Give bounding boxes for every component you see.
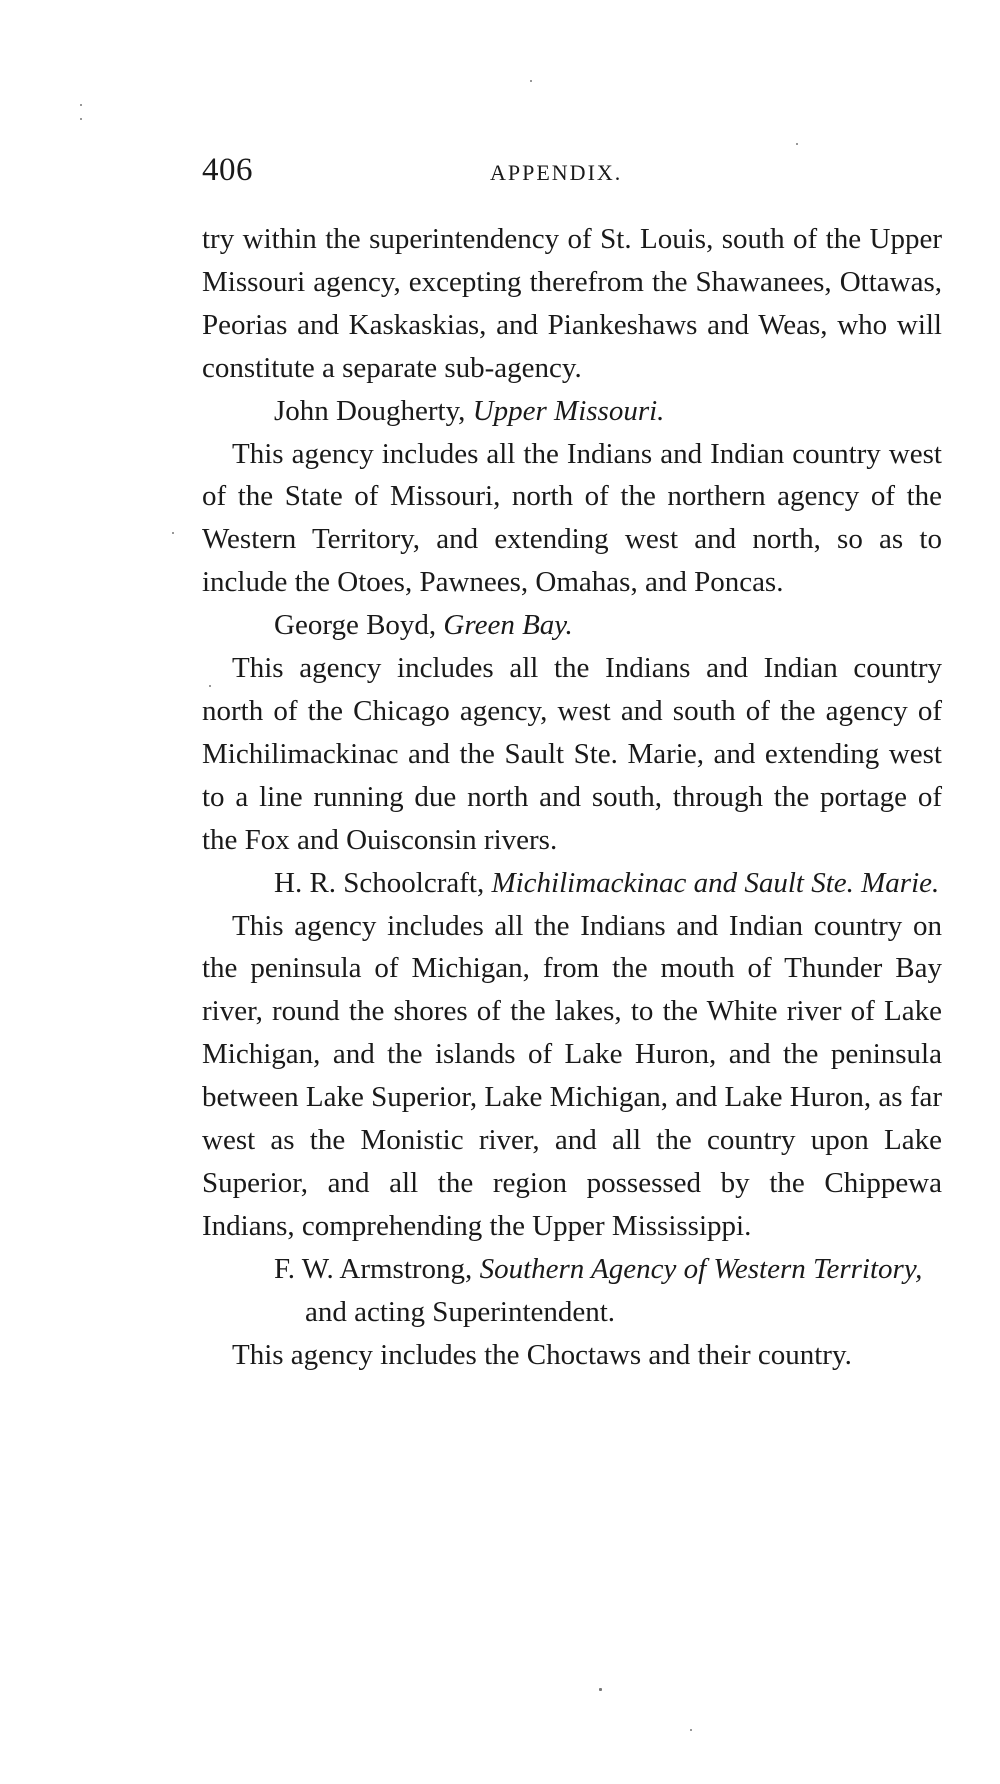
scan-speck bbox=[209, 685, 211, 687]
agent-name: George Boyd, bbox=[274, 609, 437, 642]
agent-name: John Dougherty, bbox=[274, 394, 466, 427]
paragraph-michilimackinac: This agency includes all the Indians and Indian country on the peninsula of Michigan, from the mouth of Thunder Bay river, round the shores of the lakes, to the White river of Lake Michigan, and the islands of Lake Huron, and the peninsula between Lake Superior, Lake Michigan, and Lake Huron, as far west as the Monistic river, and all the country upon Lake Superior, and all the region possessed by the Chippewa Indians, comprehending the Upper Mississippi. bbox=[202, 909, 942, 1242]
agency-name: Green Bay. bbox=[443, 609, 573, 642]
scan-speck bbox=[80, 104, 82, 106]
agent-heading-armstrong bbox=[202, 1248, 942, 1334]
scan-speck bbox=[172, 532, 174, 534]
scan-speck bbox=[530, 80, 532, 82]
paragraph-upper-missouri: This agency includes all the Indians and Indian country west of the State of Missouri, north of the northern agency of the Western Territory, and extending west and north, so as to include the Otoes, Pawnees, Omahas, and Poncas. bbox=[202, 437, 942, 599]
running-head: APPENDIX. bbox=[490, 160, 623, 185]
agency-suffix: and acting Superintendent. bbox=[305, 1295, 616, 1328]
scan-speck bbox=[599, 1688, 602, 1691]
scan-speck bbox=[690, 1729, 692, 1731]
agency-name: Southern Agency of Western Territory, bbox=[479, 1252, 923, 1285]
paragraph-continuation: try within the superintendency of St. Louis, south of the Upper Missouri agency, excepting therefrom the Shawanees, Ottawas, Peorias and Kaskaskias, and Piankeshaws and Weas, who will constitute a separate sub-agency. bbox=[202, 223, 942, 384]
agent-heading-boyd bbox=[202, 604, 942, 647]
agent-name: H. R. Schoolcraft, bbox=[274, 866, 485, 899]
scan-speck bbox=[80, 118, 82, 120]
paragraph-green-bay: This agency includes all the Indians and Indian country north of the Chicago agency, west and south of the agency of Michilimackinac and the Sault Ste. Marie, and extending west to a line running due north and south, through the portage of the Fox and Ouisconsin rivers. bbox=[202, 652, 942, 856]
agent-name: F. W. Armstrong, bbox=[274, 1252, 473, 1285]
agency-name: Michilimackinac and Sault Ste. Marie. bbox=[491, 866, 940, 899]
agent-heading-dougherty bbox=[202, 390, 942, 433]
paragraph-choctaws: This agency includes the Choctaws and their country. bbox=[232, 1338, 852, 1371]
page-header bbox=[202, 152, 942, 196]
agency-name: Upper Missouri. bbox=[472, 394, 665, 427]
agent-heading-schoolcraft bbox=[202, 862, 942, 905]
scan-speck bbox=[796, 143, 798, 145]
page-body bbox=[202, 218, 942, 1376]
page-number: 406 bbox=[202, 152, 253, 188]
